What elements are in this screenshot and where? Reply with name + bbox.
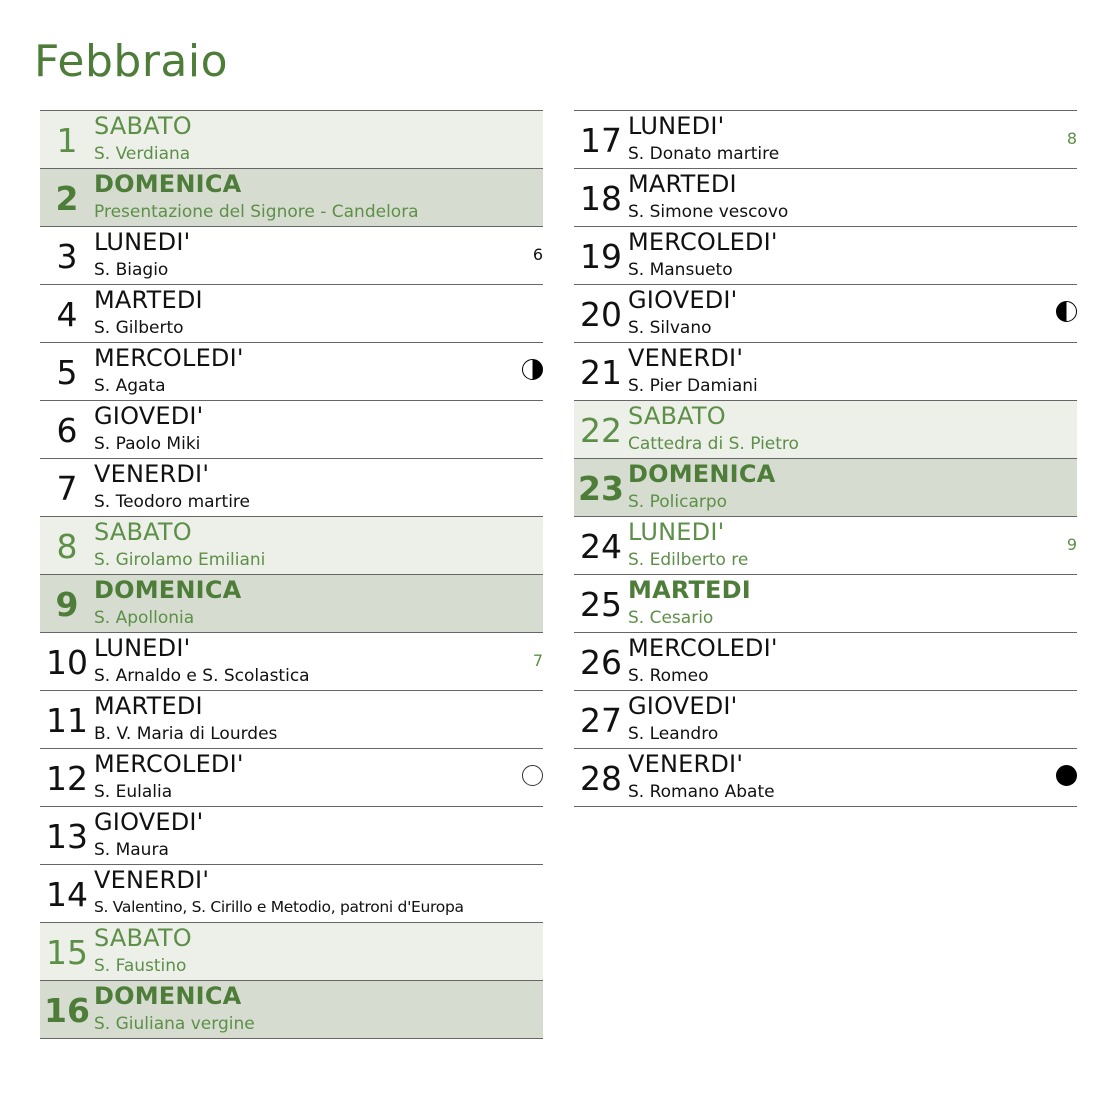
weekday-name: LUNEDI' — [94, 634, 191, 662]
saint-name: S. Biagio — [94, 260, 169, 280]
weekday-name: DOMENICA — [94, 982, 242, 1010]
day-number: 23 — [578, 469, 624, 508]
day-row — [40, 575, 543, 633]
first-quarter-moon-icon — [522, 359, 543, 380]
weekday-name: DOMENICA — [94, 170, 242, 198]
weekday-name: MERCOLEDI' — [94, 344, 244, 372]
weekday-name: SABATO — [94, 112, 192, 140]
weekday-name: GIOVEDI' — [628, 286, 738, 314]
day-row — [40, 691, 543, 749]
saint-name: S. Pier Damiani — [628, 376, 758, 396]
weekday-name: VENERDI' — [628, 344, 744, 372]
saint-name: S. Faustino — [94, 956, 187, 976]
saint-name: Presentazione del Signore - Candelora — [94, 202, 419, 222]
day-number: 5 — [56, 353, 78, 392]
weekday-name: MARTEDI — [628, 576, 751, 604]
saint-name: S. Teodoro martire — [94, 492, 250, 512]
weekday-name: LUNEDI' — [94, 228, 191, 256]
day-number: 4 — [56, 295, 78, 334]
day-number: 3 — [56, 237, 78, 276]
weekday-name: VENERDI' — [94, 460, 210, 488]
day-row — [574, 285, 1077, 343]
day-number: 20 — [580, 295, 622, 334]
weekday-name: DOMENICA — [94, 576, 242, 604]
day-number: 14 — [46, 875, 88, 914]
day-row — [40, 807, 543, 865]
weekday-name: VENERDI' — [628, 750, 744, 778]
last-quarter-moon-icon — [1056, 301, 1077, 322]
day-number: 8 — [56, 527, 78, 566]
day-row — [40, 517, 543, 575]
day-number: 15 — [46, 933, 88, 972]
day-row — [40, 111, 543, 169]
day-number: 22 — [580, 411, 622, 450]
day-number: 1 — [56, 121, 78, 160]
weekday-name: LUNEDI' — [628, 518, 725, 546]
day-row — [574, 575, 1077, 633]
day-row — [40, 169, 543, 227]
weekday-name: SABATO — [94, 924, 192, 952]
saint-name: S. Romeo — [628, 666, 709, 686]
day-number: 7 — [56, 469, 78, 508]
day-number: 12 — [46, 759, 88, 798]
day-row — [40, 285, 543, 343]
saint-name: S. Giuliana vergine — [94, 1014, 255, 1034]
weekday-name: MERCOLEDI' — [628, 228, 778, 256]
saint-name: Cattedra di S. Pietro — [628, 434, 799, 454]
week-number: 6 — [532, 245, 543, 264]
saint-name: S. Girolamo Emiliani — [94, 550, 266, 570]
weekday-name: SABATO — [628, 402, 726, 430]
day-row — [574, 343, 1077, 401]
saint-name: S. Gilberto — [94, 318, 184, 338]
day-row — [40, 981, 543, 1039]
day-row — [574, 111, 1077, 169]
day-row — [574, 691, 1077, 749]
weekday-name: MERCOLEDI' — [94, 750, 244, 778]
calendar-column-left — [40, 110, 543, 1039]
day-row — [574, 401, 1077, 459]
calendar-column-right — [574, 110, 1077, 807]
week-number: 8 — [1066, 129, 1077, 148]
saint-name: S. Arnaldo e S. Scolastica — [94, 666, 310, 686]
day-row — [574, 459, 1077, 517]
day-row — [574, 633, 1077, 691]
weekday-name: VENERDI' — [94, 866, 210, 894]
weekday-name: GIOVEDI' — [94, 808, 204, 836]
day-number: 2 — [55, 179, 79, 218]
weekday-name: MARTEDI — [94, 286, 203, 314]
week-number: 7 — [532, 651, 543, 670]
saint-name: S. Apollonia — [94, 608, 195, 628]
saint-name: S. Verdiana — [94, 144, 191, 164]
saint-name: S. Silvano — [628, 318, 712, 338]
day-number: 19 — [580, 237, 622, 276]
saint-name: S. Mansueto — [628, 260, 733, 280]
day-number: 21 — [580, 353, 622, 392]
month-title: Febbraio — [34, 36, 229, 87]
day-number: 24 — [580, 527, 622, 566]
day-number: 26 — [580, 643, 622, 682]
day-row — [574, 169, 1077, 227]
saint-name: S. Valentino, S. Cirillo e Metodio, patroni d'Europa — [94, 898, 464, 916]
weekday-name: LUNEDI' — [628, 112, 725, 140]
day-number: 17 — [580, 121, 622, 160]
week-number: 9 — [1066, 535, 1077, 554]
day-row — [40, 227, 543, 285]
saint-name: S. Maura — [94, 840, 169, 860]
day-number: 28 — [580, 759, 622, 798]
weekday-name: MERCOLEDI' — [628, 634, 778, 662]
day-row — [40, 923, 543, 981]
day-row — [574, 227, 1077, 285]
day-number: 10 — [46, 643, 88, 682]
saint-name: S. Cesario — [628, 608, 714, 628]
weekday-name: SABATO — [94, 518, 192, 546]
weekday-name: DOMENICA — [628, 460, 776, 488]
day-row — [40, 865, 543, 923]
day-row — [40, 633, 543, 691]
weekday-name: MARTEDI — [628, 170, 737, 198]
saint-name: S. Paolo Miki — [94, 434, 201, 454]
day-number: 13 — [46, 817, 88, 856]
saint-name: B. V. Maria di Lourdes — [94, 724, 278, 744]
saint-name: S. Policarpo — [628, 492, 728, 512]
saint-name: S. Agata — [94, 376, 166, 396]
saint-name: S. Simone vescovo — [628, 202, 789, 222]
day-number: 9 — [55, 585, 79, 624]
day-number: 25 — [580, 585, 622, 624]
saint-name: S. Leandro — [628, 724, 719, 744]
day-number: 18 — [580, 179, 622, 218]
day-row — [574, 517, 1077, 575]
weekday-name: GIOVEDI' — [628, 692, 738, 720]
day-number: 27 — [580, 701, 622, 740]
day-row — [40, 749, 543, 807]
day-number: 16 — [44, 991, 90, 1030]
day-row — [40, 401, 543, 459]
saint-name: S. Eulalia — [94, 782, 173, 802]
day-number: 11 — [46, 701, 88, 740]
weekday-name: MARTEDI — [94, 692, 203, 720]
saint-name: S. Donato martire — [628, 144, 780, 164]
full-moon-icon — [522, 765, 543, 786]
saint-name: S. Romano Abate — [628, 782, 775, 802]
saint-name: S. Edilberto re — [628, 550, 749, 570]
day-row — [40, 459, 543, 517]
day-row — [574, 749, 1077, 807]
day-number: 6 — [56, 411, 78, 450]
weekday-name: GIOVEDI' — [94, 402, 204, 430]
day-row — [40, 343, 543, 401]
new-moon-icon — [1056, 765, 1077, 786]
